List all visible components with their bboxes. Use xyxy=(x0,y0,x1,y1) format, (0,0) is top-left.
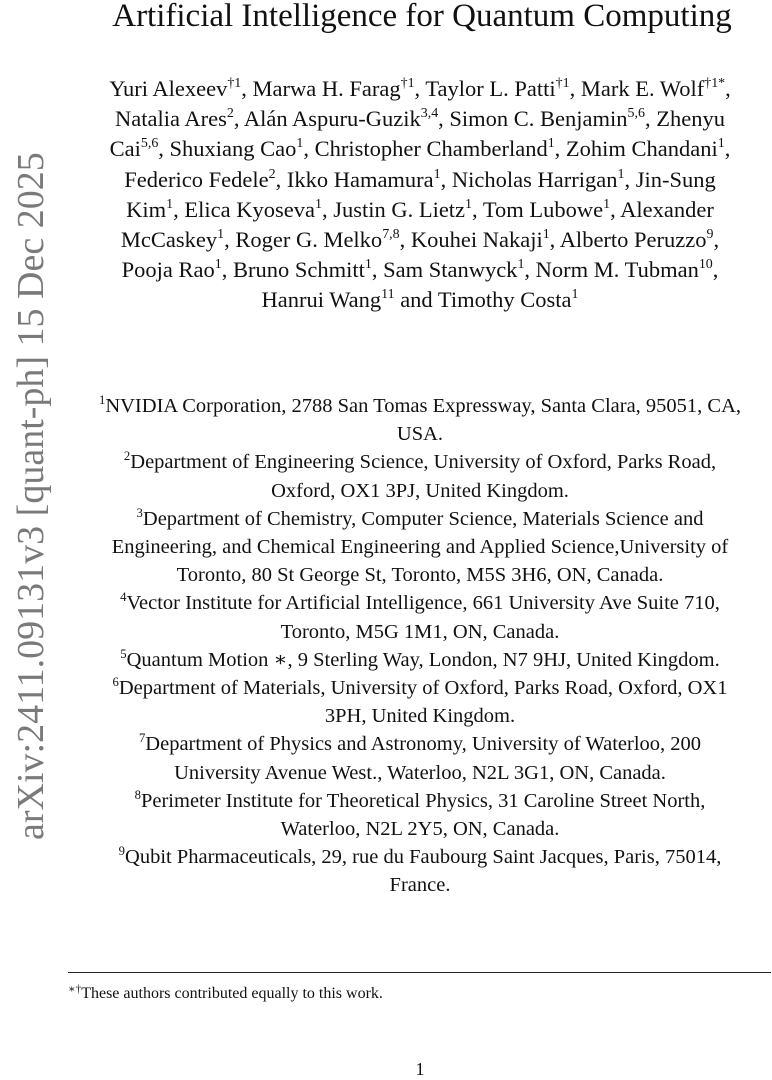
author-affiliation-mark: 9 xyxy=(706,226,714,242)
author xyxy=(536,257,713,282)
author-affiliation-mark: †1 xyxy=(555,75,570,91)
author xyxy=(184,197,322,222)
affiliation xyxy=(94,674,746,730)
affiliation-number: 1 xyxy=(98,392,106,407)
author xyxy=(233,257,372,282)
author-affiliation-mark: †1* xyxy=(704,75,726,91)
affiliation-text: Qubit Pharmaceuticals, 29, rue du Faubourg Saint Jacques, Paris, 75014, France. xyxy=(125,846,722,897)
affiliation-number: 4 xyxy=(120,590,127,605)
author xyxy=(383,257,524,282)
author-affiliation-mark: 5,6 xyxy=(140,136,159,152)
footnote-rule xyxy=(68,972,771,973)
author-name: Zohim Chandani xyxy=(565,136,718,162)
author-affiliation-mark: 1 xyxy=(603,196,611,212)
author-name: Mark E. Wolf xyxy=(580,76,705,101)
author-name: Sam Stanwyck xyxy=(383,257,518,283)
author-affiliation-mark: 2 xyxy=(226,106,234,122)
author xyxy=(124,167,275,192)
author xyxy=(566,136,725,161)
author xyxy=(438,287,579,312)
author-name: Nicholas Harrigan xyxy=(451,166,618,192)
author-name: Kouhei Nakaji xyxy=(410,227,543,253)
author xyxy=(115,106,234,131)
author-name: Tom Lubowe xyxy=(482,196,604,222)
author-affiliation-mark: 11 xyxy=(381,287,395,303)
author xyxy=(170,136,304,161)
author xyxy=(262,287,395,312)
author-name: Alexander McCaskey xyxy=(120,196,714,253)
affiliation-number: 7 xyxy=(138,731,146,746)
author-affiliation-mark: †1 xyxy=(400,75,415,91)
affiliation-number: 9 xyxy=(118,844,126,858)
affiliation xyxy=(94,392,746,448)
affiliation-number: 6 xyxy=(112,674,119,689)
author-affiliation-mark: 7,8 xyxy=(382,226,400,242)
affiliation xyxy=(94,730,746,786)
affiliation xyxy=(94,505,746,590)
author-name: Shuxiang Cao xyxy=(169,136,297,162)
author-affiliation-mark: 5,6 xyxy=(627,106,645,122)
author xyxy=(315,136,555,161)
author-affiliation-mark: 3,4 xyxy=(420,106,439,122)
author-affiliation-mark: 1 xyxy=(542,226,550,242)
affiliation-text: Department of Materials, University of Oxford, Parks Road, Oxford, OX1 3PH, United Kingdom. xyxy=(118,677,728,728)
author-name: Taylor L. Patti xyxy=(425,76,556,101)
author xyxy=(425,76,569,101)
affiliation xyxy=(94,448,746,504)
affiliation xyxy=(94,787,746,843)
author-affiliation-mark: 1 xyxy=(166,196,174,212)
author-affiliation-mark: 1 xyxy=(214,257,222,273)
author xyxy=(109,76,241,101)
author xyxy=(581,76,725,101)
affiliation xyxy=(94,589,746,645)
affiliation-number: 3 xyxy=(136,505,143,520)
author-affiliation-mark: 1 xyxy=(617,166,625,182)
author-name: Zhenyu Cai xyxy=(109,106,725,162)
author-name: Pooja Rao xyxy=(121,257,215,283)
author xyxy=(452,167,625,192)
author xyxy=(287,167,441,192)
footnote-text: These authors contributed equally to this work. xyxy=(81,985,383,1002)
affiliation-number: 8 xyxy=(134,787,141,802)
page-number: 1 xyxy=(415,1059,425,1079)
author-name: Simon C. Benjamin xyxy=(449,106,628,132)
author xyxy=(560,227,714,252)
affiliation-text: Department of Engineering Science, University of Oxford, Parks Road, Oxford, OX1 3PJ, United Kingdom. xyxy=(130,451,717,502)
author-affiliation-mark: 1 xyxy=(217,226,225,242)
affiliation-number: 5 xyxy=(120,646,127,661)
author-name: Bruno Schmitt xyxy=(232,257,365,283)
author xyxy=(411,227,550,252)
author-affiliation-mark: 1 xyxy=(314,196,322,212)
author-affiliation-mark: 1 xyxy=(364,257,372,273)
affiliation-text: NVIDIA Corporation, 2788 San Tomas Expressway, Santa Clara, 95051, CA, USA. xyxy=(105,395,742,446)
author-name: Timothy Costa xyxy=(437,287,572,313)
author xyxy=(244,106,438,131)
footnote-marks: ∗† xyxy=(68,983,82,996)
author xyxy=(253,76,415,101)
author-affiliation-mark: 2 xyxy=(268,166,276,182)
footnote xyxy=(68,983,383,1005)
author xyxy=(449,106,645,131)
affiliation xyxy=(94,843,746,899)
author-affiliation-mark: 10 xyxy=(698,257,713,273)
author-name: Yuri Alexeev xyxy=(109,76,228,101)
author xyxy=(235,227,399,252)
author-affiliation-mark: †1 xyxy=(227,75,242,91)
arxiv-identifier-stamp: arXiv:2411.09131v3 [quant-ph] 15 Dec 2025 xyxy=(10,152,52,840)
affiliation-text: Department of Chemistry, Computer Science, Materials Science and Engineering, and Chemical Engineering and Applied Science,University of Toronto, 80 St George St, Toronto, M5S 3H6, ON, Canada. xyxy=(111,507,729,587)
author-list: Yuri Alexeev$^{\dagger 1}$, Marwa H. Farag$^{\dagger 1}$, Taylor L. Patti$^{\dagger 1}$, Mark E. Wolf$^{\dagger 1*}$, Natalia Ares$^2$, Alán Aspuru-Guzik$^{3,4}$, Simon C. Benjamin$^{5,6}$, Zhenyu Cai$^{5,6}$, Shuxiang Cao$^1$, Christopher Chamberland$^1$, Zohim Chandani$^1$, Federico Fedele$^2$, Ikko Hamamura$^1$, Nicholas Harrigan$^1$, Jin-Sung Kim$^1$, Elica Kyoseva$^1$, Justin G. Lietz$^1$, Tom Lubowe$^1$, Alexander McCaskey$^1$, Roger G. Melko$^{7,8}$, Kouhei Nakaji$^1$, Alberto Peruzzo$^9$, Pooja Rao$^1$, Bruno Schmitt$^1$, Sam Stanwyck$^1$, Norm M. Tubman$^{10}$, Hanrui Wang$^{11}$ and Timothy Costa$^1$ xyxy=(109,75,731,313)
author-name: Elica Kyoseva xyxy=(184,196,315,222)
author-name: Alán Aspuru-Guzik xyxy=(243,106,421,132)
author-name: Christopher Chamberland xyxy=(314,136,548,162)
author-affiliation-mark: 1 xyxy=(717,136,725,152)
affiliation-text: Quantum Motion ∗, 9 Sterling Way, London, N7 9HJ, United Kingdom. xyxy=(126,648,720,671)
author xyxy=(333,197,472,222)
author-affiliation-mark: 1 xyxy=(433,166,441,182)
affiliation-text: Department of Physics and Astronomy, University of Waterloo, 200 University Avenue West., Waterloo, N2L 3G1, ON, Canada. xyxy=(145,733,702,784)
author-affiliation-mark: 1 xyxy=(571,287,579,303)
affiliation-number: 2 xyxy=(123,449,131,464)
author xyxy=(122,257,222,282)
author-name: Natalia Ares xyxy=(115,106,227,132)
author-name: Hanrui Wang xyxy=(261,287,382,313)
affiliation xyxy=(94,646,746,674)
author xyxy=(483,197,610,222)
author-name: Ikko Hamamura xyxy=(286,166,434,192)
affiliation-list xyxy=(94,392,746,900)
paper-title: Artificial Intelligence for Quantum Computing xyxy=(112,0,732,34)
author-conjunction: and xyxy=(400,287,433,313)
author-affiliation-mark: 1 xyxy=(296,136,304,152)
author-name: Roger G. Melko xyxy=(235,227,383,253)
author-name: Jin-Sung Kim xyxy=(126,166,716,222)
author-name: Marwa H. Farag xyxy=(252,76,401,101)
author-affiliation-mark: 1 xyxy=(465,196,473,212)
affiliation-text: Vector Institute for Artificial Intelligence, 661 University Ave Suite 710, Toronto, M5G 1M1, ON, Canada. xyxy=(126,592,720,643)
author-affiliation-mark: 1 xyxy=(547,136,555,152)
author-name: Norm M. Tubman xyxy=(535,257,699,283)
author-name: Justin G. Lietz xyxy=(333,196,466,222)
author-affiliation-mark: 1 xyxy=(517,257,525,273)
author-name: Alberto Peruzzo xyxy=(559,227,707,253)
author-name: Federico Fedele xyxy=(124,166,269,192)
affiliation-text: Perimeter Institute for Theoretical Physics, 31 Caroline Street North, Waterloo, N2L 2Y5, ON, Canada. xyxy=(140,789,706,841)
